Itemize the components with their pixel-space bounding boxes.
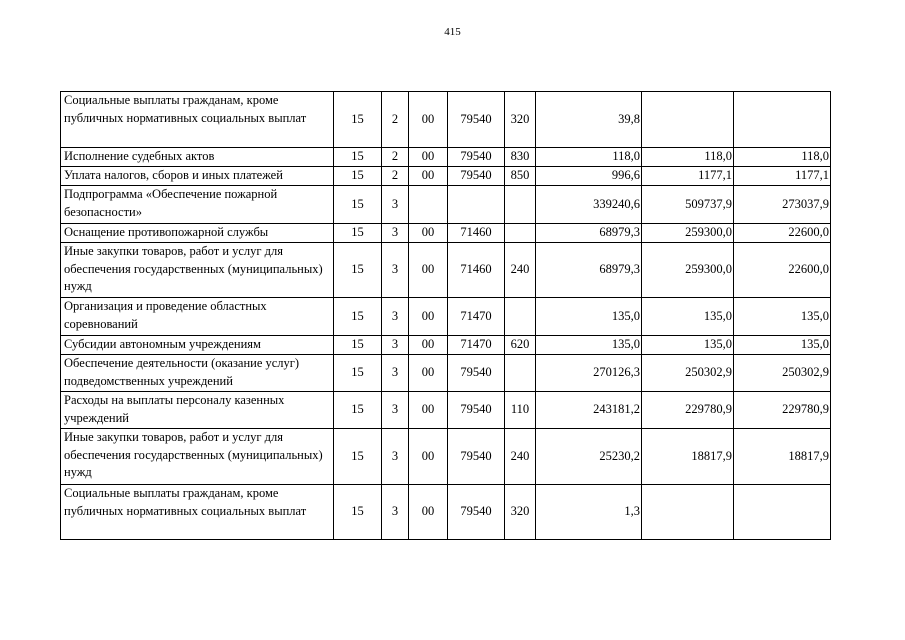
row-name: Иные закупки товаров, работ и услуг для обеспечения государственных (муниципальных) нужд bbox=[61, 429, 334, 485]
row-subsection: 2 bbox=[382, 148, 409, 167]
row-section: 15 bbox=[334, 224, 382, 243]
row-target-article: 79540 bbox=[448, 148, 505, 167]
row-expense-type: 320 bbox=[505, 485, 536, 540]
table-row bbox=[61, 167, 831, 186]
row-expense-type: 240 bbox=[505, 429, 536, 485]
row-expense-type bbox=[505, 224, 536, 243]
row-sum-2: 259300,0 bbox=[642, 243, 734, 298]
row-target-article: 79540 bbox=[448, 429, 505, 485]
row-target-article bbox=[448, 186, 505, 224]
row-subsection: 3 bbox=[382, 429, 409, 485]
row-target-article-prefix: 00 bbox=[409, 355, 448, 392]
row-name: Субсидии автономным учреждениям bbox=[61, 336, 334, 355]
row-target-article-prefix bbox=[409, 186, 448, 224]
table-row bbox=[61, 336, 831, 355]
page-number: 415 bbox=[444, 26, 461, 38]
row-sum-2: 1177,1 bbox=[642, 167, 734, 186]
row-name: Социальные выплаты гражданам, кроме публичных нормативных социальных выплат bbox=[61, 92, 334, 148]
row-sum-1: 68979,3 bbox=[536, 243, 642, 298]
table-row bbox=[61, 92, 831, 148]
row-target-article: 79540 bbox=[448, 355, 505, 392]
row-subsection: 3 bbox=[382, 186, 409, 224]
row-section: 15 bbox=[334, 355, 382, 392]
row-target-article: 71470 bbox=[448, 298, 505, 336]
table-row bbox=[61, 392, 831, 429]
row-name: Подпрограмма «Обеспечение пожарной безопасности» bbox=[61, 186, 334, 224]
table-row bbox=[61, 429, 831, 485]
row-name: Обеспечение деятельности (оказание услуг) подведомственных учреждений bbox=[61, 355, 334, 392]
row-sum-1: 135,0 bbox=[536, 336, 642, 355]
budget-table bbox=[60, 91, 831, 540]
row-name: Оснащение противопожарной службы bbox=[61, 224, 334, 243]
row-target-article-prefix: 00 bbox=[409, 243, 448, 298]
row-section: 15 bbox=[334, 298, 382, 336]
row-sum-3: 22600,0 bbox=[734, 224, 831, 243]
table-row bbox=[61, 298, 831, 336]
row-sum-1: 339240,6 bbox=[536, 186, 642, 224]
row-subsection: 3 bbox=[382, 224, 409, 243]
row-expense-type: 850 bbox=[505, 167, 536, 186]
row-target-article-prefix: 00 bbox=[409, 167, 448, 186]
row-sum-2: 135,0 bbox=[642, 298, 734, 336]
row-target-article-prefix: 00 bbox=[409, 224, 448, 243]
row-subsection: 3 bbox=[382, 336, 409, 355]
row-sum-1: 243181,2 bbox=[536, 392, 642, 429]
row-sum-2: 135,0 bbox=[642, 336, 734, 355]
row-subsection: 3 bbox=[382, 243, 409, 298]
row-sum-2: 18817,9 bbox=[642, 429, 734, 485]
row-sum-2: 250302,9 bbox=[642, 355, 734, 392]
row-sum-1: 135,0 bbox=[536, 298, 642, 336]
row-target-article-prefix: 00 bbox=[409, 148, 448, 167]
row-sum-1: 1,3 bbox=[536, 485, 642, 540]
row-sum-3: 135,0 bbox=[734, 298, 831, 336]
row-name: Расходы на выплаты персоналу казенных учреждений bbox=[61, 392, 334, 429]
table-row bbox=[61, 224, 831, 243]
row-name: Организация и проведение областных соревнований bbox=[61, 298, 334, 336]
row-sum-2: 229780,9 bbox=[642, 392, 734, 429]
table-row bbox=[61, 355, 831, 392]
row-target-article: 71460 bbox=[448, 224, 505, 243]
row-sum-3: 135,0 bbox=[734, 336, 831, 355]
row-sum-3: 18817,9 bbox=[734, 429, 831, 485]
row-sum-1: 118,0 bbox=[536, 148, 642, 167]
table-row bbox=[61, 243, 831, 298]
row-section: 15 bbox=[334, 148, 382, 167]
row-sum-3 bbox=[734, 92, 831, 148]
row-target-article-prefix: 00 bbox=[409, 485, 448, 540]
row-section: 15 bbox=[334, 92, 382, 148]
row-subsection: 2 bbox=[382, 92, 409, 148]
row-sum-3: 250302,9 bbox=[734, 355, 831, 392]
row-section: 15 bbox=[334, 167, 382, 186]
row-expense-type: 620 bbox=[505, 336, 536, 355]
row-name: Социальные выплаты гражданам, кроме публичных нормативных социальных выплат bbox=[61, 485, 334, 540]
row-sum-1: 270126,3 bbox=[536, 355, 642, 392]
row-sum-3 bbox=[734, 485, 831, 540]
row-sum-1: 25230,2 bbox=[536, 429, 642, 485]
row-sum-3: 118,0 bbox=[734, 148, 831, 167]
row-expense-type bbox=[505, 355, 536, 392]
table-row bbox=[61, 485, 831, 540]
row-sum-2: 509737,9 bbox=[642, 186, 734, 224]
row-name: Уплата налогов, сборов и иных платежей bbox=[61, 167, 334, 186]
row-section: 15 bbox=[334, 485, 382, 540]
row-expense-type bbox=[505, 186, 536, 224]
row-name: Иные закупки товаров, работ и услуг для обеспечения государственных (муниципальных) нужд bbox=[61, 243, 334, 298]
row-target-article-prefix: 00 bbox=[409, 298, 448, 336]
row-sum-2 bbox=[642, 92, 734, 148]
row-target-article-prefix: 00 bbox=[409, 429, 448, 485]
row-sum-1: 68979,3 bbox=[536, 224, 642, 243]
row-expense-type: 110 bbox=[505, 392, 536, 429]
row-sum-1: 39,8 bbox=[536, 92, 642, 148]
row-sum-3: 22600,0 bbox=[734, 243, 831, 298]
row-expense-type: 240 bbox=[505, 243, 536, 298]
row-subsection: 3 bbox=[382, 392, 409, 429]
row-name: Исполнение судебных актов bbox=[61, 148, 334, 167]
row-target-article: 71460 bbox=[448, 243, 505, 298]
row-sum-3: 1177,1 bbox=[734, 167, 831, 186]
row-subsection: 3 bbox=[382, 485, 409, 540]
row-section: 15 bbox=[334, 429, 382, 485]
row-target-article: 79540 bbox=[448, 485, 505, 540]
row-target-article-prefix: 00 bbox=[409, 92, 448, 148]
row-subsection: 3 bbox=[382, 298, 409, 336]
row-target-article: 79540 bbox=[448, 92, 505, 148]
row-sum-2 bbox=[642, 485, 734, 540]
row-section: 15 bbox=[334, 336, 382, 355]
table-row bbox=[61, 148, 831, 167]
row-subsection: 3 bbox=[382, 355, 409, 392]
row-sum-2: 118,0 bbox=[642, 148, 734, 167]
row-section: 15 bbox=[334, 186, 382, 224]
row-sum-2: 259300,0 bbox=[642, 224, 734, 243]
row-expense-type bbox=[505, 298, 536, 336]
row-target-article: 79540 bbox=[448, 167, 505, 186]
row-section: 15 bbox=[334, 243, 382, 298]
table-row bbox=[61, 186, 831, 224]
row-expense-type: 830 bbox=[505, 148, 536, 167]
row-sum-3: 229780,9 bbox=[734, 392, 831, 429]
row-target-article: 71470 bbox=[448, 336, 505, 355]
row-target-article-prefix: 00 bbox=[409, 392, 448, 429]
row-expense-type: 320 bbox=[505, 92, 536, 148]
row-sum-3: 273037,9 bbox=[734, 186, 831, 224]
row-subsection: 2 bbox=[382, 167, 409, 186]
row-target-article-prefix: 00 bbox=[409, 336, 448, 355]
row-section: 15 bbox=[334, 392, 382, 429]
row-sum-1: 996,6 bbox=[536, 167, 642, 186]
row-target-article: 79540 bbox=[448, 392, 505, 429]
